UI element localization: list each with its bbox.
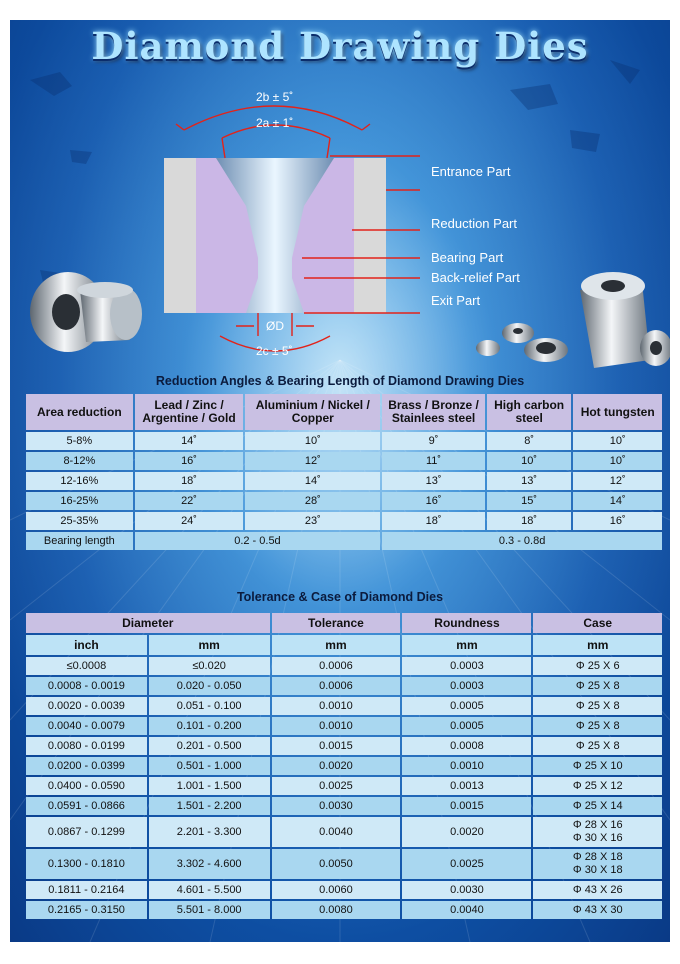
diameter-label: ØD: [266, 319, 284, 333]
table-row: [26, 512, 662, 530]
table-row: [26, 452, 662, 470]
col-tolerance: Tolerance: [272, 613, 401, 633]
cell: 0.0025: [402, 849, 531, 879]
page-title: Diamond Drawing Dies: [91, 24, 589, 68]
bearing-length-value-1: 0.2 - 0.5d: [135, 532, 381, 550]
sub-mm-tolerance: mm: [272, 635, 401, 655]
cell: 15˚: [487, 492, 572, 510]
table-row: [26, 797, 662, 815]
cell: 13˚: [382, 472, 485, 490]
cell: Φ 25 X 8: [533, 717, 662, 735]
reduction-table: [24, 392, 664, 552]
cell: Φ 25 X 10: [533, 757, 662, 775]
bearing-length-row: [26, 532, 662, 550]
poster: [10, 20, 670, 942]
cell: 0.020 - 0.050: [149, 677, 270, 695]
table-row: [26, 737, 662, 755]
cell: 10˚: [487, 452, 572, 470]
cell: 10˚: [573, 452, 662, 470]
cell: 9˚: [382, 432, 485, 450]
case-line-1: Φ 28 X 18: [572, 851, 623, 863]
reduction-table-title: Reduction Angles & Bearing Length of Diamond Drawing Dies: [155, 374, 525, 388]
cell: 12˚: [573, 472, 662, 490]
cell: 0.0030: [402, 881, 531, 899]
cell: 0.0003: [402, 677, 531, 695]
table-row: [26, 881, 662, 899]
cell: 0.1811 - 0.2164: [26, 881, 147, 899]
bearing-length-value-2: 0.3 - 0.8d: [382, 532, 662, 550]
cell: 0.0010: [402, 757, 531, 775]
cell: 14˚: [135, 432, 244, 450]
die-casing-right: [354, 158, 386, 313]
cell: 0.0003: [402, 657, 531, 675]
exit-part-label: Exit Part: [431, 293, 481, 308]
cell: 1.001 - 1.500: [149, 777, 270, 795]
cell: 0.0050: [272, 849, 401, 879]
cell: 12˚: [245, 452, 380, 470]
cell: Φ 25 X 6: [533, 657, 662, 675]
cell: Φ 25 X 12: [533, 777, 662, 795]
cell: 12-16%: [26, 472, 133, 490]
col-brass: Brass / Bronze / Stainlees steel: [382, 394, 485, 430]
table-row: [26, 817, 662, 847]
col-high-carbon: High carbon steel: [487, 394, 572, 430]
cell: 4.601 - 5.500: [149, 881, 270, 899]
die-casing-left: [164, 158, 196, 313]
cell: 24˚: [135, 512, 244, 530]
cell: 0.0020: [272, 757, 401, 775]
cell: 16˚: [573, 512, 662, 530]
cell: 0.0200 - 0.0399: [26, 757, 147, 775]
die-photo-left: [30, 272, 142, 352]
cell: 3.302 - 4.600: [149, 849, 270, 879]
table-row: [26, 472, 662, 490]
cell: 13˚: [487, 472, 572, 490]
case-line-1: Φ 28 X 16: [572, 819, 623, 831]
cell: Φ 43 X 26: [533, 881, 662, 899]
cell: 0.0005: [402, 697, 531, 715]
reduction-part-label: Reduction Part: [431, 216, 517, 231]
cell: 18˚: [135, 472, 244, 490]
table-row: [26, 717, 662, 735]
cell: 8˚: [487, 432, 572, 450]
cell: 0.0005: [402, 717, 531, 735]
cell: 0.0400 - 0.0590: [26, 777, 147, 795]
table-row: [26, 657, 662, 675]
sub-mm: mm: [149, 635, 270, 655]
table-header-row: [26, 613, 662, 633]
cell: 0.0040: [402, 901, 531, 919]
bearing-part-label: Bearing Part: [431, 250, 504, 265]
col-area-reduction: Area reduction: [26, 394, 133, 430]
col-hot-tungsten: Hot tungsten: [573, 394, 662, 430]
cell: 5-8%: [26, 432, 133, 450]
cell: 11˚: [382, 452, 485, 470]
case-line-2: Φ 30 X 16: [572, 832, 623, 844]
cell: [533, 849, 662, 879]
cell: 0.0040 - 0.0079: [26, 717, 147, 735]
cell: 0.0025: [272, 777, 401, 795]
table-header-row: [26, 394, 662, 430]
col-diameter: Diameter: [26, 613, 270, 633]
cell: 0.0015: [272, 737, 401, 755]
sub-mm-roundness: mm: [402, 635, 531, 655]
cell: 16˚: [135, 452, 244, 470]
cell: 0.051 - 0.100: [149, 697, 270, 715]
table-row: [26, 492, 662, 510]
cell: 0.0591 - 0.0866: [26, 797, 147, 815]
col-aluminium: Aluminium / Nickel / Copper: [245, 394, 380, 430]
back-relief-part-label: Back-relief Part: [431, 270, 520, 285]
cell: 0.201 - 0.500: [149, 737, 270, 755]
angle-inner-label: 2a ± 1˚: [256, 116, 294, 130]
table-subheader-row: [26, 635, 662, 655]
cell: ≤0.0008: [26, 657, 147, 675]
cell: 10˚: [245, 432, 380, 450]
cell: 0.1300 - 0.1810: [26, 849, 147, 879]
cell: 0.0006: [272, 677, 401, 695]
tolerance-table: [24, 611, 664, 921]
cell: 0.0010: [272, 717, 401, 735]
cell: 0.0020 - 0.0039: [26, 697, 147, 715]
cell: 22˚: [135, 492, 244, 510]
cell: 2.201 - 3.300: [149, 817, 270, 847]
cell: 0.0020: [402, 817, 531, 847]
bearing-length-label: Bearing length: [26, 532, 133, 550]
table-row: [26, 777, 662, 795]
cell: 0.0008: [402, 737, 531, 755]
case-line-2: Φ 30 X 18: [572, 864, 623, 876]
cell: 0.101 - 0.200: [149, 717, 270, 735]
entrance-part-label: Entrance Part: [431, 164, 511, 179]
cell: ≤0.020: [149, 657, 270, 675]
cell: 0.0080: [272, 901, 401, 919]
cell: Φ 25 X 8: [533, 737, 662, 755]
table-row: [26, 849, 662, 879]
cell: 16-25%: [26, 492, 133, 510]
cell: 0.501 - 1.000: [149, 757, 270, 775]
table-row: [26, 901, 662, 919]
cell: 0.0080 - 0.0199: [26, 737, 147, 755]
col-roundness: Roundness: [402, 613, 531, 633]
cell: [533, 817, 662, 847]
cell: 1.501 - 2.200: [149, 797, 270, 815]
cell: 18˚: [382, 512, 485, 530]
col-case: Case: [533, 613, 662, 633]
cell: Φ 25 X 8: [533, 697, 662, 715]
cell: 0.0060: [272, 881, 401, 899]
cell: 5.501 - 8.000: [149, 901, 270, 919]
table-row: [26, 757, 662, 775]
table-row: [26, 697, 662, 715]
cell: 14˚: [245, 472, 380, 490]
sub-inch: inch: [26, 635, 147, 655]
cell: 0.2165 - 0.3150: [26, 901, 147, 919]
cell: 23˚: [245, 512, 380, 530]
table-row: [26, 432, 662, 450]
die-photo-right: [476, 272, 670, 368]
cell: 0.0015: [402, 797, 531, 815]
col-lead-zinc: Lead / Zinc / Argentine / Gold: [135, 394, 244, 430]
cell: 14˚: [573, 492, 662, 510]
sub-mm-case: mm: [533, 635, 662, 655]
cell: Φ 25 X 8: [533, 677, 662, 695]
cell: 25-35%: [26, 512, 133, 530]
cell: 0.0013: [402, 777, 531, 795]
cell: 0.0010: [272, 697, 401, 715]
cell: 0.0867 - 0.1299: [26, 817, 147, 847]
cell: 8-12%: [26, 452, 133, 470]
cell: Φ 25 X 14: [533, 797, 662, 815]
cell: 0.0006: [272, 657, 401, 675]
angle-bottom-label: 2c ± 5˚: [256, 344, 293, 358]
cell: 0.0008 - 0.0019: [26, 677, 147, 695]
cell: 0.0030: [272, 797, 401, 815]
angle-outer-label: 2b ± 5˚: [256, 90, 294, 104]
tolerance-table-title: Tolerance & Case of Diamond Dies: [236, 590, 444, 604]
cell: 0.0040: [272, 817, 401, 847]
cell: 10˚: [573, 432, 662, 450]
die-diagram: [10, 20, 670, 390]
table-row: [26, 677, 662, 695]
cell: Φ 43 X 30: [533, 901, 662, 919]
cell: 28˚: [245, 492, 380, 510]
cell: 18˚: [487, 512, 572, 530]
cell: 16˚: [382, 492, 485, 510]
